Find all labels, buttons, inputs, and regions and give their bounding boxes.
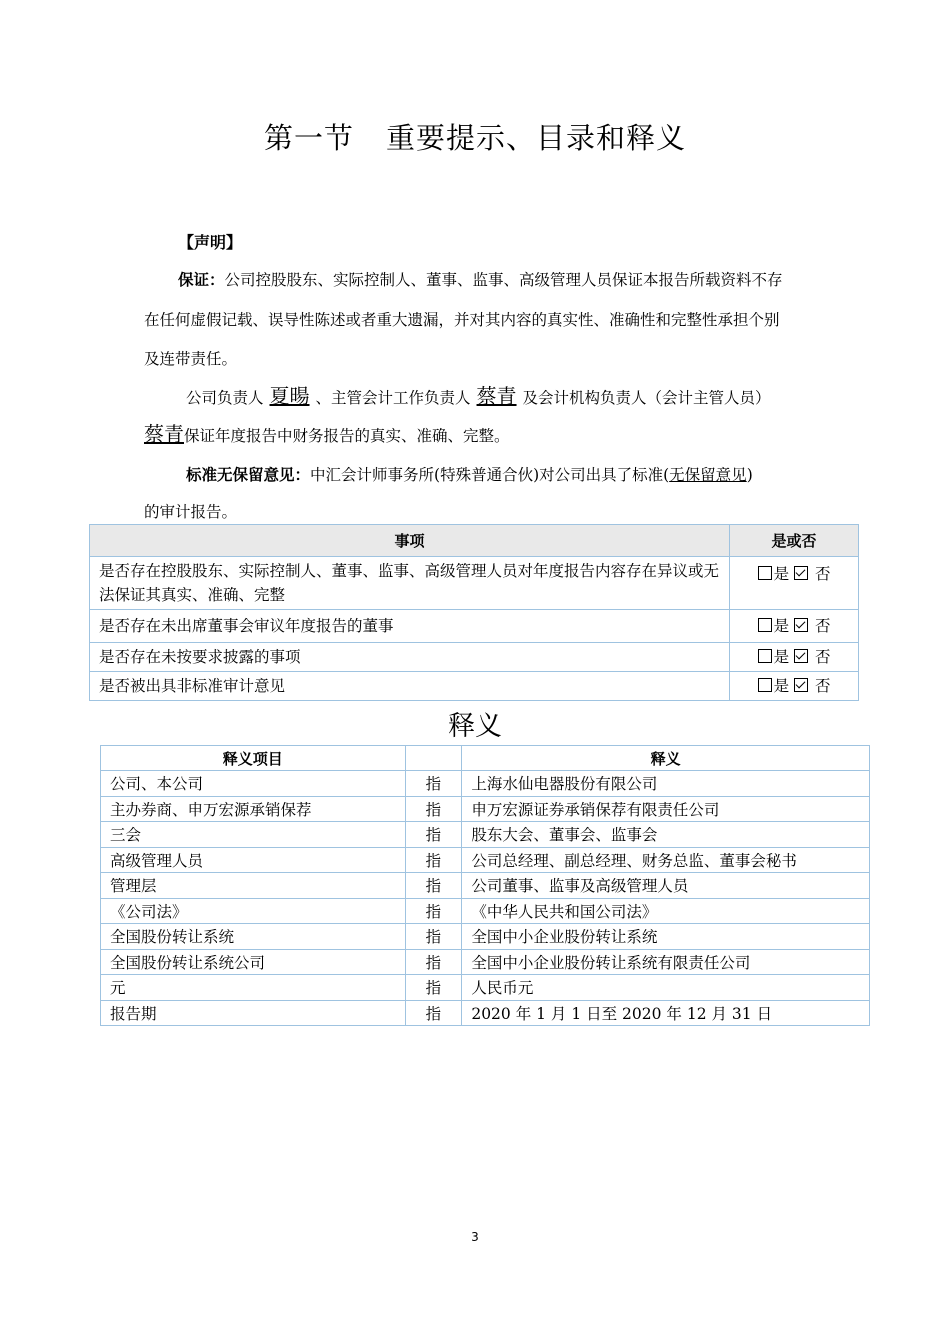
audit-opinion-line-1 <box>186 465 753 485</box>
definition-term: 管理层 <box>101 873 406 899</box>
definitions-table-header <box>101 746 870 771</box>
responsible-line-1 <box>186 386 771 408</box>
responsible-line2-suffix: 保证年度报告中财务报告的真实、准确、完整。 <box>184 427 510 445</box>
definition-refers: 指 <box>405 949 462 975</box>
definition-term: 全国股份转让系统 <box>101 924 406 950</box>
section-title <box>0 116 950 157</box>
signature-accounting-org-head: 蔡青 <box>144 422 184 446</box>
definition-term: 元 <box>101 975 406 1001</box>
matter-item: 是否被出具非标准审计意见 <box>90 672 730 701</box>
matter-yesno <box>730 610 859 643</box>
definition-refers: 指 <box>405 873 462 899</box>
definition-refers: 指 <box>405 847 462 873</box>
table-row <box>90 672 859 701</box>
definition-meaning: 全国中小企业股份转让系统有限责任公司 <box>462 949 870 975</box>
table-row <box>101 924 870 950</box>
audit-opinion-close: ) <box>746 466 753 484</box>
no-checkbox-checked[interactable] <box>794 649 808 663</box>
matter-item: 是否存在未出席董事会审议年度报告的董事 <box>90 610 730 643</box>
definition-term: 报告期 <box>101 1000 406 1026</box>
definitions-header-blank <box>405 746 462 771</box>
page-number: 3 <box>471 1230 479 1244</box>
yes-label: 是 <box>773 677 790 695</box>
no-checkbox-checked[interactable] <box>794 618 808 632</box>
yes-label: 是 <box>773 565 790 583</box>
definition-meaning: 上海水仙电器股份有限公司 <box>462 771 870 797</box>
definition-refers: 指 <box>405 771 462 797</box>
definition-meaning: 全国中小企业股份转让系统 <box>462 924 870 950</box>
matters-header-yesno: 是或否 <box>730 525 859 557</box>
matter-yesno <box>730 557 859 610</box>
audit-opinion-type: 无保留意见 <box>669 466 747 484</box>
table-row <box>101 822 870 848</box>
no-label: 否 <box>814 617 831 635</box>
guarantee-line-1 <box>178 270 783 290</box>
definition-term: 全国股份转让系统公司 <box>101 949 406 975</box>
definitions-header-meaning: 释义 <box>462 746 870 771</box>
table-row <box>101 771 870 797</box>
table-row <box>90 557 859 610</box>
guarantee-line-3: 及连带责任。 <box>144 350 238 368</box>
no-label: 否 <box>814 677 831 695</box>
matter-yesno <box>730 672 859 701</box>
definition-meaning: 公司总经理、副总经理、财务总监、董事会秘书 <box>462 847 870 873</box>
audit-opinion-label: 标准无保留意见： <box>186 466 311 484</box>
responsible-line-2 <box>144 424 510 446</box>
section-title-text: 重要提示、目录和释义 <box>386 121 687 155</box>
matters-table <box>89 524 859 701</box>
no-checkbox-checked[interactable] <box>794 566 808 580</box>
declaration-heading: 【声明】 <box>178 233 243 252</box>
no-label: 否 <box>814 648 831 666</box>
matter-yesno <box>730 643 859 672</box>
definition-refers: 指 <box>405 924 462 950</box>
definition-refers: 指 <box>405 822 462 848</box>
guarantee-label: 保证： <box>178 271 225 289</box>
table-row <box>101 975 870 1001</box>
matters-table-header <box>90 525 859 557</box>
definition-meaning: 申万宏源证券承销保荐有限责任公司 <box>462 796 870 822</box>
definition-refers: 指 <box>405 796 462 822</box>
no-label: 否 <box>814 565 831 583</box>
definition-meaning: 2020 年 1 月 1 日至 2020 年 12 月 31 日 <box>462 1000 870 1026</box>
matter-item: 是否存在未按要求披露的事项 <box>90 643 730 672</box>
table-row <box>90 643 859 672</box>
signature-accounting-head: 蔡青 <box>476 384 517 408</box>
table-row <box>101 873 870 899</box>
definition-term: 高级管理人员 <box>101 847 406 873</box>
responsible-suffix: 及会计机构负责人（会计主管人员） <box>522 389 771 407</box>
table-row <box>101 1000 870 1026</box>
definition-meaning: 《中华人民共和国公司法》 <box>462 898 870 924</box>
definition-term: 《公司法》 <box>101 898 406 924</box>
definition-term: 主办券商、申万宏源承销保荐 <box>101 796 406 822</box>
responsible-mid: 、主管会计工作负责人 <box>315 389 471 407</box>
guarantee-text-1: 公司控股股东、实际控制人、董事、监事、高级管理人员保证本报告所载资料不存 <box>224 271 783 289</box>
audit-opinion-line-2: 的审计报告。 <box>144 503 238 521</box>
yes-checkbox[interactable] <box>758 566 772 580</box>
table-row <box>101 847 870 873</box>
definition-meaning: 公司董事、监事及高级管理人员 <box>462 873 870 899</box>
definitions-title: 释义 <box>448 711 502 742</box>
guarantee-line-2: 在任何虚假记载、误导性陈述或者重大遗漏，并对其内容的真实性、准确性和完整性承担个别 <box>144 311 780 329</box>
definition-term: 公司、本公司 <box>101 771 406 797</box>
definition-refers: 指 <box>405 898 462 924</box>
definitions-table <box>100 745 870 1026</box>
matter-item: 是否存在控股股东、实际控制人、董事、监事、高级管理人员对年度报告内容存在异议或无法保证其真实、准确、完整 <box>90 557 730 610</box>
yes-checkbox[interactable] <box>758 618 772 632</box>
yes-label: 是 <box>773 648 790 666</box>
definition-meaning: 股东大会、董事会、监事会 <box>462 822 870 848</box>
section-title-number: 第一节 <box>263 121 354 155</box>
definition-meaning: 人民币元 <box>462 975 870 1001</box>
responsible-prefix: 公司负责人 <box>186 389 264 407</box>
table-row <box>101 949 870 975</box>
yes-checkbox[interactable] <box>758 649 772 663</box>
definition-refers: 指 <box>405 975 462 1001</box>
audit-opinion-text: 中汇会计师事务所(特殊普通合伙)对公司出具了标准( <box>310 466 670 484</box>
definition-term: 三会 <box>101 822 406 848</box>
table-row <box>101 796 870 822</box>
no-checkbox-checked[interactable] <box>794 678 808 692</box>
yes-label: 是 <box>773 617 790 635</box>
table-row <box>90 610 859 643</box>
signature-company-head: 夏暘 <box>269 384 310 408</box>
definition-refers: 指 <box>405 1000 462 1026</box>
table-row <box>101 898 870 924</box>
matters-header-item: 事项 <box>90 525 730 557</box>
definitions-header-term: 释义项目 <box>101 746 406 771</box>
yes-checkbox[interactable] <box>758 678 772 692</box>
